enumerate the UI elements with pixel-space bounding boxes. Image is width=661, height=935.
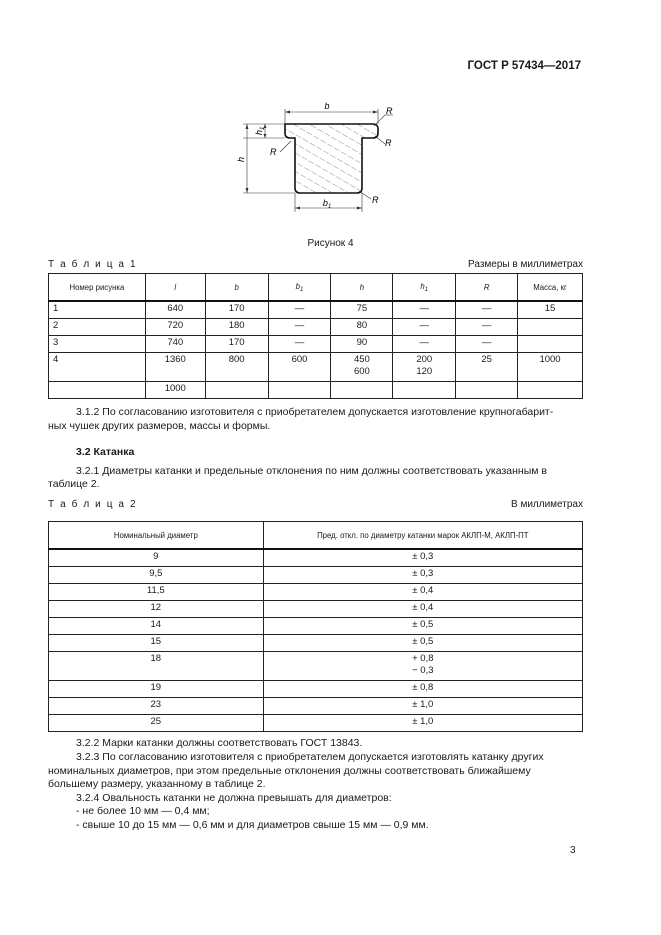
table-row xyxy=(49,715,583,732)
table-row xyxy=(49,382,583,399)
table-cell: ± 0,3 xyxy=(263,549,582,567)
table1-header-cell: R xyxy=(456,274,518,302)
table-row xyxy=(49,635,583,652)
document-header: ГОСТ Р 57434—2017 xyxy=(467,60,581,72)
table1-header-cell: Номер рисунка xyxy=(49,274,146,302)
table-cell: 180 xyxy=(205,319,268,336)
table-cell: 2 xyxy=(49,319,146,336)
text-line: 3.2.3 По согласованию изготовителя с приобретателем допускается изготовлять катанку других xyxy=(76,751,544,763)
table-cell: 740 xyxy=(145,336,205,353)
table1-label: Т а б л и ц а 1 xyxy=(48,259,138,270)
cell-line: + 0,8 xyxy=(412,653,434,664)
table-cell: — xyxy=(268,319,331,336)
paragraph-3-1-2 xyxy=(48,406,583,420)
table-cell: 3 xyxy=(49,336,146,353)
figure-caption: Рисунок 4 xyxy=(307,238,354,249)
dim-b1-label: $b_1$ xyxy=(322,198,332,210)
table-row xyxy=(49,301,583,319)
table2-header-row xyxy=(49,522,583,550)
table-cell xyxy=(331,353,393,382)
table-cell: 170 xyxy=(205,301,268,319)
table-cell: — xyxy=(393,319,456,336)
table-cell xyxy=(263,652,582,681)
table-cell: — xyxy=(268,301,331,319)
table-cell: 1 xyxy=(49,301,146,319)
dim-h1-label: $h_1$ xyxy=(254,126,266,135)
table-row xyxy=(49,618,583,635)
text-line: 3.2.2 Марки катанки должны соответствовать ГОСТ 13843. xyxy=(76,737,363,749)
table2-units: В миллиметрах xyxy=(511,499,583,510)
table-cell: 9 xyxy=(49,549,264,567)
table-cell: 23 xyxy=(49,698,264,715)
radius-label-bottom: R xyxy=(372,195,379,205)
table-row xyxy=(49,681,583,698)
table-cell: 15 xyxy=(49,635,264,652)
radius-label-left: R xyxy=(270,147,277,157)
text-line: номинальных диаметров, при этом предельные отклонения должны соответствовать ближайшему xyxy=(48,765,531,777)
table-row xyxy=(49,319,583,336)
table1-header-cell: Масса, кг xyxy=(518,274,583,302)
table-cell xyxy=(49,382,146,399)
table-cell: ± 1,0 xyxy=(263,698,582,715)
table-cell xyxy=(393,382,456,399)
table-row xyxy=(49,652,583,681)
table-row xyxy=(49,567,583,584)
table-cell xyxy=(268,382,331,399)
table-cell xyxy=(456,382,518,399)
table-cell xyxy=(518,382,583,399)
cell-line: 450 xyxy=(353,354,370,365)
table-cell: 9,5 xyxy=(49,567,264,584)
table1 xyxy=(48,273,583,399)
ingot-drawing xyxy=(235,100,405,215)
table-cell: — xyxy=(456,301,518,319)
table-cell xyxy=(518,319,583,336)
cell-line: − 0,3 xyxy=(412,665,434,676)
table-row xyxy=(49,549,583,567)
table-cell xyxy=(393,353,456,382)
table-cell: — xyxy=(393,336,456,353)
text-line: 3.1.2 По согласованию изготовителя с приобретателем допускается изготовление крупногабарит- xyxy=(76,406,554,418)
table1-header-cell: $h_1$ xyxy=(393,274,456,302)
table-row xyxy=(49,336,583,353)
table-cell: 1000 xyxy=(145,382,205,399)
text-line: большему размеру, указанному в таблице 2. xyxy=(48,778,266,790)
dim-b-label: b xyxy=(324,101,330,111)
table-cell: 800 xyxy=(205,353,268,382)
table-row xyxy=(49,584,583,601)
table-cell xyxy=(518,336,583,353)
table1-header-row xyxy=(49,274,583,302)
table-row xyxy=(49,601,583,618)
table2-label: Т а б л и ц а 2 xyxy=(48,499,138,510)
table-cell: 90 xyxy=(331,336,393,353)
table-cell: ± 0,4 xyxy=(263,601,582,618)
table-cell: 19 xyxy=(49,681,264,698)
table-cell: ± 0,5 xyxy=(263,618,582,635)
text-line: 3.2.4 Овальность катанки не должна превышать для диаметров: xyxy=(76,792,392,804)
table-cell: 75 xyxy=(331,301,393,319)
table-cell: 170 xyxy=(205,336,268,353)
table-cell: — xyxy=(393,301,456,319)
text-line: 3.2.1 Диаметры катанки и предельные отклонения по ним должны соответствовать указанным в xyxy=(76,465,547,477)
table1-header-cell: $b_1$ xyxy=(268,274,331,302)
table-cell: ± 1,0 xyxy=(263,715,582,732)
table-cell: — xyxy=(456,319,518,336)
table-cell: 640 xyxy=(145,301,205,319)
section-title-3-2: 3.2 Катанка xyxy=(76,446,135,458)
table-cell xyxy=(331,382,393,399)
table-cell: ± 0,8 xyxy=(263,681,582,698)
radius-label-top: R xyxy=(386,106,393,116)
table-cell: 15 xyxy=(518,301,583,319)
table-row xyxy=(49,698,583,715)
table-cell: 11,5 xyxy=(49,584,264,601)
table2-header-cell: Пред. откл. по диаметру катанки марок АКЛП-М, АКЛП-ПТ xyxy=(263,522,582,550)
table-cell: — xyxy=(268,336,331,353)
table-cell xyxy=(205,382,268,399)
table-cell: ± 0,3 xyxy=(263,567,582,584)
table-cell: 600 xyxy=(268,353,331,382)
cell-line: 200 xyxy=(416,354,433,365)
text-line: таблице 2. xyxy=(48,478,100,490)
table-cell: 1360 xyxy=(145,353,205,382)
table-cell: 14 xyxy=(49,618,264,635)
table-cell: 12 xyxy=(49,601,264,618)
table-cell: 80 xyxy=(331,319,393,336)
table-cell: — xyxy=(456,336,518,353)
page-number: 3 xyxy=(570,845,576,856)
cell-line: 600 xyxy=(353,366,370,377)
table-cell: 25 xyxy=(49,715,264,732)
text-line: ных чушек других размеров, массы и формы. xyxy=(48,420,271,432)
table-cell: 18 xyxy=(49,652,264,681)
table-cell: 1000 xyxy=(518,353,583,382)
table1-header-cell: b xyxy=(205,274,268,302)
dim-h-label: h xyxy=(236,156,246,162)
table1-header-cell: h xyxy=(331,274,393,302)
table-cell: ± 0,5 xyxy=(263,635,582,652)
table-row xyxy=(49,353,583,382)
table2-header-cell: Номинальный диаметр xyxy=(49,522,264,550)
list-item: - свыше 10 до 15 мм — 0,6 мм и для диаметров свыше 15 мм — 0,9 мм. xyxy=(76,819,429,831)
table-cell: 4 xyxy=(49,353,146,382)
table-cell: ± 0,4 xyxy=(263,584,582,601)
table-cell: 25 xyxy=(456,353,518,382)
list-item: - не более 10 мм — 0,4 мм; xyxy=(76,805,210,817)
table1-header-cell: l xyxy=(145,274,205,302)
table2 xyxy=(48,521,583,732)
table-cell: 720 xyxy=(145,319,205,336)
table1-units: Размеры в миллиметрах xyxy=(468,259,583,270)
cell-line: 120 xyxy=(416,366,433,377)
radius-label-right: R xyxy=(385,138,392,148)
